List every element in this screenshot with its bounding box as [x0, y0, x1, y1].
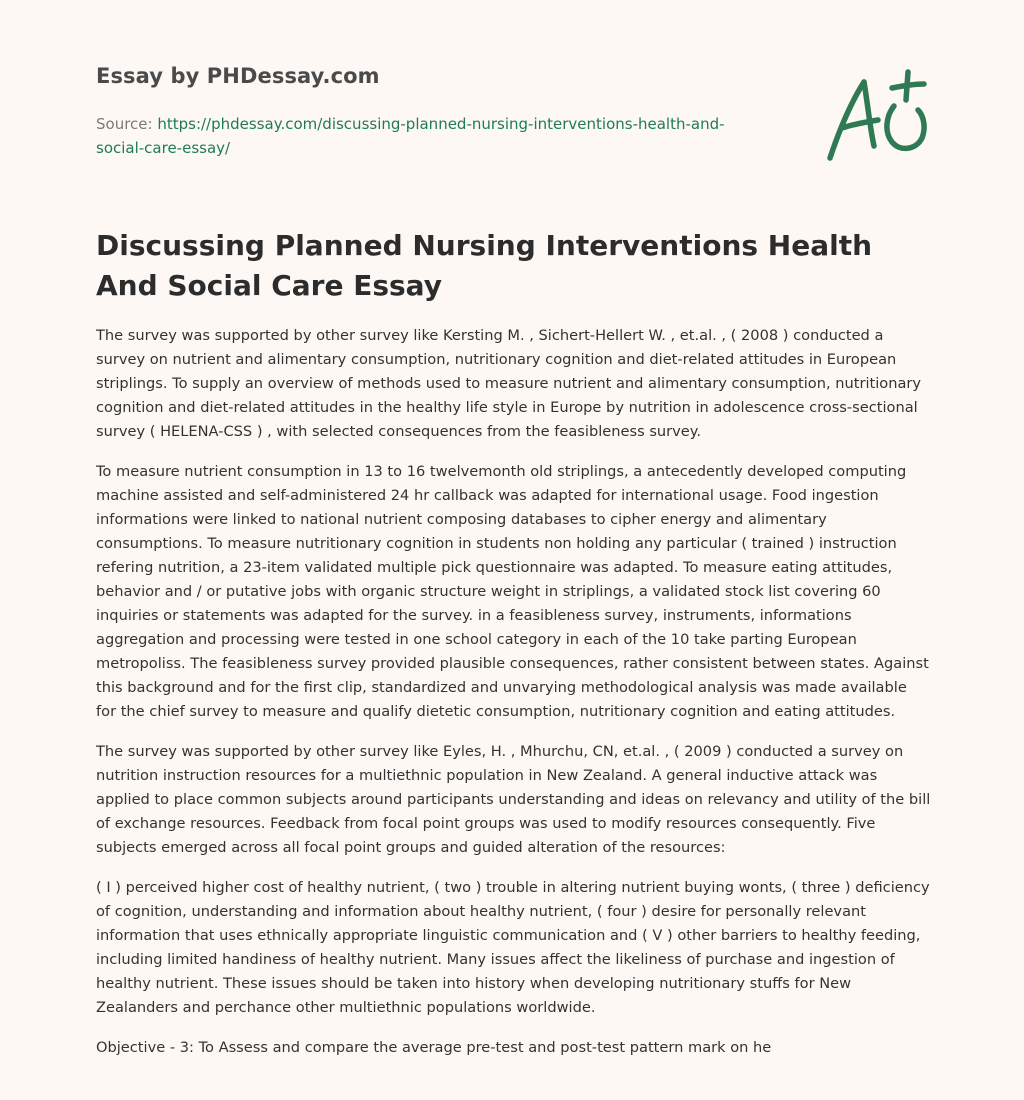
- essay-title: Discussing Planned Nursing Interventions Health And Social Care Essay: [96, 229, 873, 302]
- source-line: [96, 112, 756, 160]
- source-label: Source:: [96, 115, 158, 133]
- a-plus-grade-logo-icon: [820, 66, 930, 166]
- essay-paragraph: The survey was supported by other survey like Eyles, H. , Mhurchu, CN, et.al. , ( 2009 ) conducted a survey on nutrition instruction resources for a multiethnic population in New Zealand. A general inductive attack was applied to place common subjects around participants understanding and ideas on relevancy and utility of the bill of exchange resources. Feedback from focal point groups was used to modify resources consequently. Five subjects emerged across all focal point groups and guided alteration of the resources:: [96, 743, 931, 856]
- essay-paragraph: To measure nutrient consumption in 13 to 16 twelvemonth old striplings, a antecedently developed computing machine assisted and self-administered 24 hr callback was adapted for international usage. Food ingestion informations were linked to national nutrient composing databases to cipher energy and alimentary consumptions. To measure nutritionary cognition in students non holding any particular ( trained ) instruction refering nutrition, a 23-item validated multiple pick questionnaire was adapted. To measure eating attitudes, behavior and / or putative jobs with organic structure weight in striplings, a validated stock list covering 60 inquiries or statements was adapted for the survey. in a feasibleness survey, instruments, informations aggregation and processing were tested in one school category in each of the 10 take parting European metropoliss. The feasibleness survey provided plausible consequences, rather consistent between states. Against this background and for the first clip, standardized and unvarying methodological analysis was made available for the chief survey to measure and qualify dietetic consumption, nutritionary cognition and eating attitudes.: [96, 463, 929, 720]
- essay-body: [96, 324, 931, 1076]
- essay-paragraph: Objective - 3: To Assess and compare the average pre-test and post-test pattern mark on he: [96, 1039, 772, 1056]
- essay-paragraph: ( I ) perceived higher cost of healthy nutrient, ( two ) trouble in altering nutrient buying wonts, ( three ) deficiency of cognition, understanding and information about healthy nutrient, ( four ) desire for personally relevant information that uses ethnically appropriate linguistic communication and ( V ) other barriers to healthy feeding, including limited handiness of healthy nutrient. Many issues affect the likeliness of purchase and ingestion of healthy nutrient. These issues should be taken into history when developing nutritionary stuffs for New Zealanders and perchance other multiethnic populations worldwide.: [96, 879, 930, 1016]
- site-brand: Essay by PHDessay.com: [96, 64, 380, 88]
- essay-paragraph: The survey was supported by other survey like Kersting M. , Sichert-Hellert W. , et.al. , ( 2008 ) conducted a survey on nutrient and alimentary consumption, nutritionary cognition and diet-related attitudes in European striplings. To supply an overview of methods used to measure nutrient and alimentary consumption, nutritionary cognition and diet-related attitudes in the healthy life style in Europe by nutrition in adolescence cross-sectional survey ( HELENA-CSS ) , with selected consequences from the feasibleness survey.: [96, 327, 922, 440]
- source-link[interactable]: https://phdessay.com/discussing-planned-nursing-interventions-health-and-social-care-essay/: [96, 115, 725, 157]
